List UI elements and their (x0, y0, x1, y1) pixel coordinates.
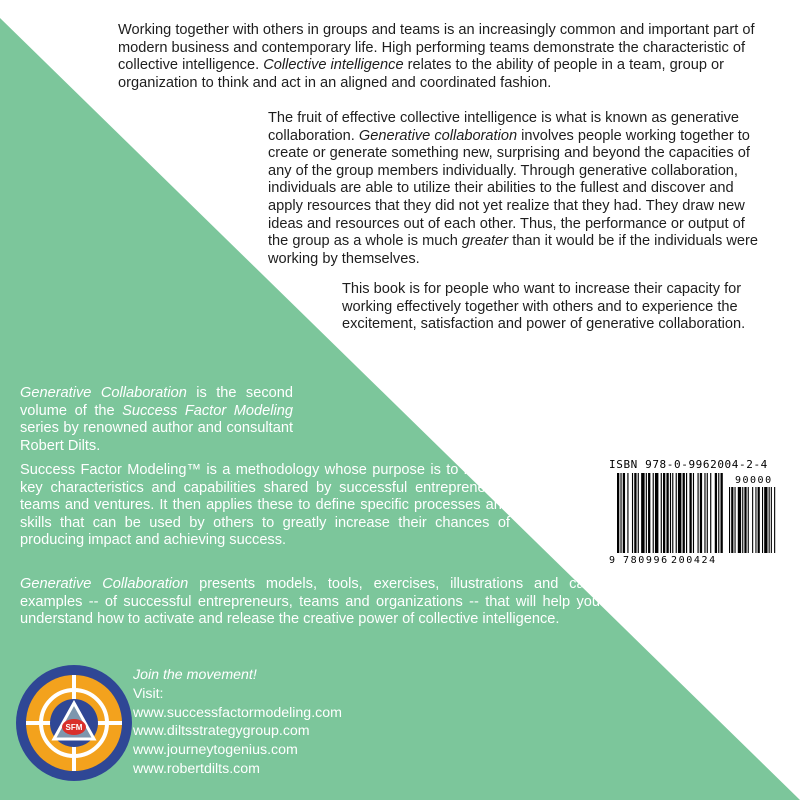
barcode-addon-bar (735, 487, 736, 553)
barcode-addon-bar (738, 487, 741, 553)
barcode-bar (715, 473, 717, 553)
barcode-bar (655, 473, 658, 553)
barcode-addon-bar (758, 487, 760, 553)
sfm-logo (15, 664, 133, 782)
barcode-addon-bar (729, 487, 730, 553)
barcode-addon-bar (731, 487, 733, 553)
barcode-bar (718, 473, 719, 553)
barcode-bar (672, 473, 673, 553)
barcode-addon-bar (769, 487, 770, 553)
join-heading: Join the movement! (133, 667, 257, 683)
barcode-bar (627, 473, 628, 553)
intro-paragraph-1: Working together with others in groups and teams is an increasingly common and important part of modern business and contemporary life. High performing teams demonstrate the characteristic of collective intelligence. Collective intelligence relates to the ability of people in a team, group or organization to think and act in an aligned and coordinated fashion. (118, 22, 755, 91)
visit-label: Visit: (133, 685, 164, 702)
barcode-bar (663, 473, 665, 553)
barcode-addon-bar (762, 487, 763, 553)
barcode-bar (617, 473, 619, 553)
barcode-bar (634, 473, 636, 553)
barcode-addon-bar (744, 487, 746, 553)
barcode-bar (698, 473, 699, 553)
barcode-digit-first: 9 (609, 555, 616, 565)
barcode-bar (678, 473, 681, 553)
series-description: Generative Collaboration is the second volume of the Success Factor Modeling series by renowned author and consultant Robert Dilts. (20, 385, 293, 454)
barcode-bar (666, 473, 668, 553)
url-journeytogenius[interactable]: www.journeytogenius.com (133, 742, 298, 759)
barcode-bar (683, 473, 685, 553)
book-description: Generative Collaboration presents models, tools, exercises, illustrations and case examples -- of successful entrepreneurs, teams and organizations -- that will help you understand how to activate and release the creative power of collective intelligence. (20, 576, 601, 628)
url-diltsstrategygroup[interactable]: www.diltsstrategygroup.com (133, 723, 310, 740)
barcode-bar (707, 473, 708, 553)
intro-paragraph-2: The fruit of effective collective intelligence is what is known as generative collaboration. Generative collaboration involves people working together to create or generate something new, surprising and beyond the capacities of any of the group members individually. Through generative collaboration, individuals are able to utilize their abilities to the fullest and discover and apply resources that they did not yet realize that they had. They draw new ideas and resources out of each other. Thus, the performance or output of the group as a whole is much greater than it would be if the individuals were working by themselves. (268, 110, 759, 267)
barcode-bar (646, 473, 647, 553)
barcode-addon-bar (752, 487, 753, 553)
barcode-bar (623, 473, 625, 553)
barcode-bar (670, 473, 671, 553)
barcode-bar (721, 473, 723, 553)
barcode-bar (653, 473, 654, 553)
logo-text: SFM (65, 723, 83, 732)
barcode-bar (648, 473, 650, 553)
barcode-area (609, 458, 777, 565)
barcode-bar (620, 473, 621, 553)
barcode-bars (617, 473, 723, 553)
links-block (133, 666, 342, 779)
isbn-label: ISBN 978-0-9962004-2-4 (609, 458, 768, 471)
url-robertdilts[interactable]: www.robertdilts.com (133, 760, 260, 777)
barcode-bar (638, 473, 639, 553)
barcode-addon-bar (774, 487, 775, 553)
barcode-addon-bar (755, 487, 756, 553)
barcode-bar (689, 473, 691, 553)
price-code: 90000 (735, 475, 773, 486)
barcode-bar (704, 473, 705, 553)
barcode-bar (641, 473, 644, 553)
barcode-digits-left: 780996 (623, 555, 669, 565)
barcode-bar (700, 473, 702, 553)
methodology-description: Success Factor Modeling™ is a methodology whose purpose is to identify key characteristics and capabilities shared by successful entrepreneurs, teams and ventures. It then applies these to define specific processes and skills that can be used by others to greatly increase their chances of producing impact and achieving success. (20, 462, 510, 549)
barcode-addon-bar (742, 487, 743, 553)
barcode-bar (632, 473, 633, 553)
barcode-bar (710, 473, 711, 553)
barcode-bar (686, 473, 687, 553)
barcode-bar (661, 473, 662, 553)
intro-paragraph-3: This book is for people who want to increase their capacity for working effectively together with others and to experience the excitement, satisfaction and power of generative collaboration. (342, 281, 746, 333)
barcode (609, 473, 777, 565)
barcode-addon-bar (748, 487, 749, 553)
barcode-addon-bar (771, 487, 772, 553)
url-successfactormodeling[interactable]: www.successfactormodeling.com (133, 704, 342, 721)
barcode-bar (693, 473, 694, 553)
barcode-bar (676, 473, 677, 553)
barcode-digits-right: 200424 (671, 555, 717, 565)
barcode-addon-bar (764, 487, 767, 553)
